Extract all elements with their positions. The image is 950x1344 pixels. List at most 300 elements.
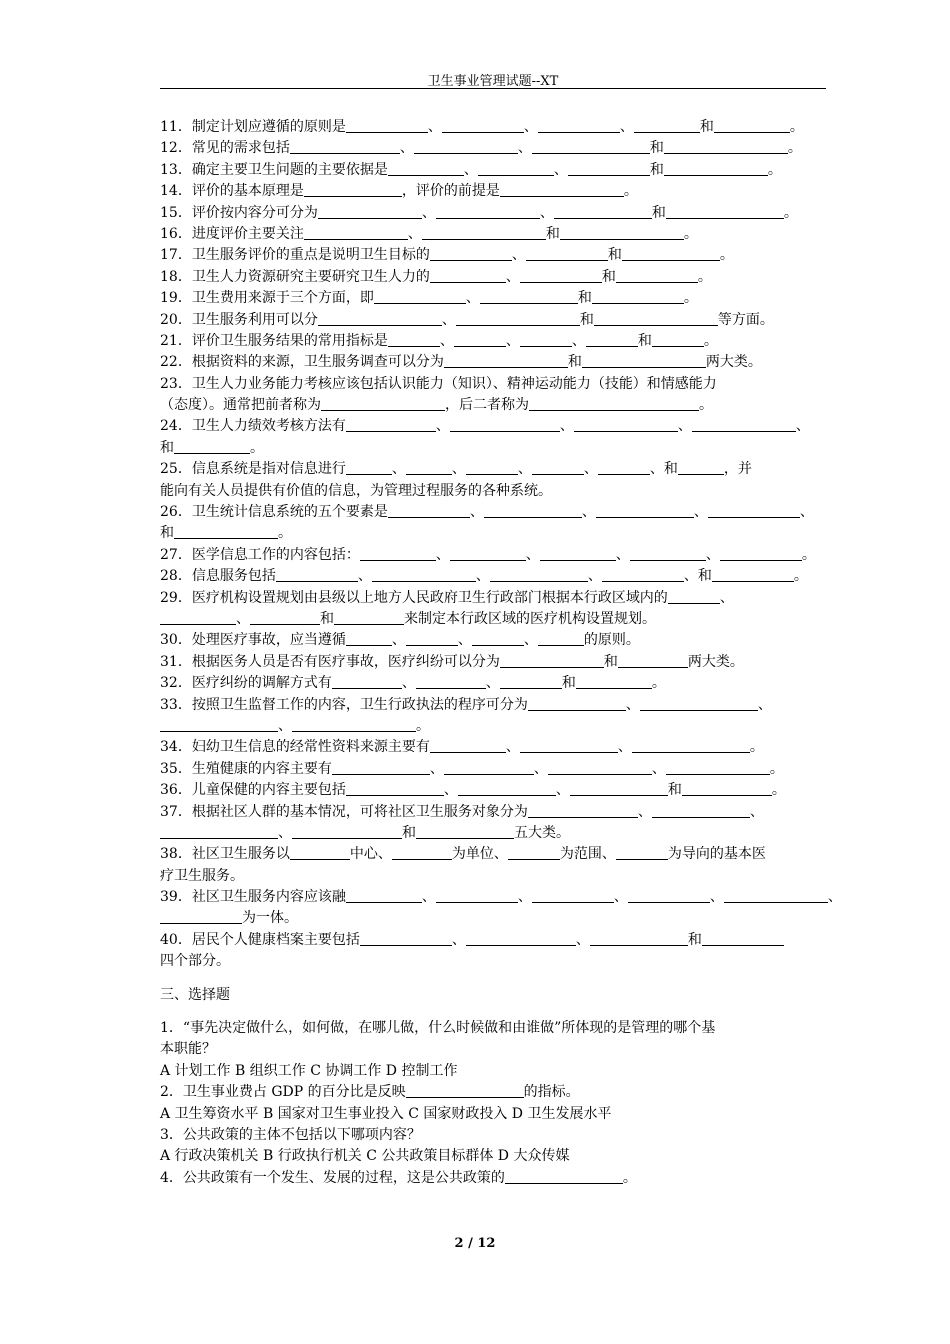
question-text: 。 <box>769 760 784 777</box>
question-text: ，评价的前提是 <box>401 183 500 200</box>
question-line <box>160 1061 826 1082</box>
question-text: 和 <box>577 290 592 307</box>
fill-line <box>160 438 826 459</box>
answer-blank[interactable] <box>500 182 624 197</box>
question-text: 。 <box>789 119 804 135</box>
question-text: 的指标。 <box>523 1084 580 1101</box>
fill-line <box>160 716 826 737</box>
answer-blank[interactable] <box>540 546 616 561</box>
question-text: 、 <box>236 610 250 627</box>
question-text: 、 <box>705 546 720 563</box>
answer-blank[interactable] <box>528 803 638 818</box>
question-text: 29．医疗机构设置规划由县级以上地方人民政府卫生行政部门根据本行政区域内的 <box>160 589 668 606</box>
answer-blank[interactable] <box>392 845 452 860</box>
question-text: 两大类。 <box>687 653 744 670</box>
answer-blank[interactable] <box>618 653 688 668</box>
answer-blank[interactable] <box>466 460 518 475</box>
answer-blank[interactable] <box>678 460 724 475</box>
question-text: 、 <box>357 568 372 585</box>
answer-blank[interactable] <box>318 204 422 219</box>
question-text: 能向有关人员提供有价值的信息，为管理过程服务的各种系统。 <box>160 482 552 499</box>
question-text: 、 <box>517 461 532 478</box>
answer-blank[interactable] <box>682 781 772 796</box>
answer-blank[interactable] <box>490 567 588 582</box>
question-text: 。 <box>622 1169 637 1186</box>
answer-blank[interactable] <box>388 161 464 176</box>
question-line <box>160 1039 826 1060</box>
question-text: 、 <box>443 782 458 799</box>
question-text: 和 <box>649 140 664 157</box>
question-text: 本职能？ <box>160 1041 216 1058</box>
question-text: 、 <box>827 889 842 906</box>
section-title: 三、选择题 <box>160 986 230 1003</box>
fill-line <box>160 545 826 566</box>
answer-blank[interactable] <box>436 888 518 903</box>
question-text: 、 <box>278 824 292 841</box>
answer-blank[interactable] <box>444 760 534 775</box>
answer-blank[interactable] <box>290 845 350 860</box>
fill-line <box>160 652 826 673</box>
question-text: 40．居民个人健康档案主要包括 <box>160 931 360 948</box>
question-line <box>160 1082 826 1103</box>
question-line <box>160 1018 826 1039</box>
answer-blank[interactable] <box>174 524 278 539</box>
header-rule <box>160 88 826 89</box>
question-text: 15．评价按内容分可分为 <box>160 204 318 221</box>
question-text: 12．常见的需求包括 <box>160 140 290 157</box>
answer-blank[interactable] <box>508 845 560 860</box>
question-text: 11．制定计划应遵循的原则是 <box>160 119 346 135</box>
answer-blank[interactable] <box>616 268 698 283</box>
question-text: 21．评价卫生服务结果的常用指标是 <box>160 332 388 349</box>
answer-blank[interactable] <box>416 674 486 689</box>
running-header: 卫生事业管理试题--XT <box>427 74 559 89</box>
question-text: 、 <box>553 161 568 178</box>
answer-blank[interactable] <box>532 888 614 903</box>
question-text: 、 <box>525 546 540 563</box>
question-text: （态度）。通常把前者称为 <box>160 397 321 414</box>
answer-blank[interactable] <box>500 653 604 668</box>
answer-blank[interactable] <box>520 738 618 753</box>
answer-blank[interactable] <box>560 225 684 240</box>
fill-line <box>160 759 826 780</box>
answer-blank[interactable] <box>570 781 668 796</box>
question-text: 、 <box>613 889 628 906</box>
question-text: 、 <box>391 632 406 649</box>
question-text: 39．社区卫生服务内容应该融 <box>160 889 346 906</box>
question-text: 、 <box>421 204 436 221</box>
question-text: 17．卫生服务评价的重点是说明卫生目标的 <box>160 247 430 264</box>
multiple-choice-questions <box>160 1018 826 1189</box>
answer-blank[interactable] <box>668 589 720 604</box>
answer-blank[interactable] <box>416 824 514 839</box>
answer-blank[interactable] <box>652 803 750 818</box>
question-text: 。 <box>278 525 292 542</box>
answer-blank[interactable] <box>532 460 584 475</box>
answer-blank[interactable] <box>630 546 706 561</box>
question-text: 。 <box>771 782 786 799</box>
question-text: ，并 <box>723 461 752 478</box>
question-text: 31．根据医务人员是否有医疗事故，医疗纠纷可以分为 <box>160 653 500 670</box>
answer-blank[interactable] <box>652 332 704 347</box>
question-text: 、 <box>278 717 292 734</box>
question-text: 28．信息服务包括 <box>160 568 276 585</box>
answer-blank[interactable] <box>458 781 556 796</box>
answer-blank[interactable] <box>160 610 236 625</box>
question-text: 疗卫生服务。 <box>160 867 244 884</box>
answer-blank[interactable] <box>466 931 576 946</box>
answer-blank[interactable] <box>664 161 768 176</box>
question-text: 。 <box>651 675 666 692</box>
fill-line <box>160 224 826 245</box>
answer-blank[interactable] <box>444 353 568 368</box>
answer-blank[interactable] <box>538 631 584 646</box>
question-text: 、 <box>451 931 466 948</box>
fill-line <box>160 481 826 502</box>
question-text: 。 <box>416 717 430 734</box>
answer-blank[interactable] <box>692 417 796 432</box>
question-text: 1．“事先决定做什么，如何做，在哪儿做，什么时候做和由谁做”所体现的是管理的哪个基 <box>160 1020 716 1037</box>
question-text: 、 <box>615 546 630 563</box>
answer-blank[interactable] <box>160 909 242 924</box>
answer-blank[interactable] <box>664 139 788 154</box>
question-text: 、 <box>617 739 632 756</box>
answer-blank[interactable] <box>388 332 440 347</box>
question-text: 。 <box>767 161 782 178</box>
question-text: 、 <box>571 332 586 349</box>
fill-line <box>160 160 826 181</box>
question-text: 中心、 <box>349 846 392 863</box>
question-text: 、 <box>749 803 764 820</box>
question-text: 。 <box>623 183 638 200</box>
question-line <box>160 1125 826 1146</box>
question-text: 。 <box>683 290 698 307</box>
question-text: 、 <box>517 889 532 906</box>
answer-blank[interactable] <box>592 289 684 304</box>
answer-blank[interactable] <box>406 460 452 475</box>
question-text: 和 <box>607 247 622 264</box>
answer-blank[interactable] <box>360 546 436 561</box>
answer-blank[interactable] <box>702 931 784 946</box>
answer-blank[interactable] <box>520 268 602 283</box>
question-text: 、 <box>465 290 480 307</box>
answer-blank[interactable] <box>450 417 560 432</box>
question-text: 、 <box>435 418 450 435</box>
question-text: 。 <box>719 247 734 264</box>
answer-blank[interactable] <box>478 161 554 176</box>
question-text: 、 <box>757 696 772 713</box>
fill-in-the-blank-questions <box>160 117 842 973</box>
fill-line <box>160 866 826 887</box>
answer-blank[interactable] <box>346 460 392 475</box>
question-text: 和 <box>567 354 582 371</box>
answer-blank[interactable] <box>598 460 650 475</box>
answer-blank[interactable] <box>708 503 800 518</box>
question-text: 。 <box>783 204 798 221</box>
question-text: 、 <box>581 504 596 521</box>
fill-line <box>160 588 826 609</box>
question-text: 的原则。 <box>583 632 640 649</box>
question-text: 和 <box>651 204 666 221</box>
question-text: 、 <box>401 675 416 692</box>
answer-blank[interactable] <box>586 332 638 347</box>
answer-blank[interactable] <box>414 139 518 154</box>
fill-line <box>160 695 826 716</box>
answer-blank[interactable] <box>500 674 562 689</box>
question-text: 4．公共政策有一个发生、发展的过程，这是公共政策的 <box>160 1169 505 1186</box>
question-text: 36．儿童保健的内容主要包括 <box>160 782 346 799</box>
fill-line <box>160 823 826 844</box>
question-text: 、 <box>523 632 538 649</box>
answer-blank[interactable] <box>714 118 790 133</box>
question-text: 。 <box>801 546 816 563</box>
question-text: 38．社区卫生服务以 <box>160 846 290 863</box>
question-text: 、 <box>391 461 406 478</box>
question-text: 、 <box>619 119 634 135</box>
fill-line <box>160 737 826 758</box>
question-line <box>160 1168 826 1189</box>
question-text: 27．医学信息工作的内容包括： <box>160 546 360 563</box>
answer-blank[interactable] <box>480 289 578 304</box>
answer-blank[interactable] <box>634 118 700 133</box>
fill-line <box>160 523 826 544</box>
answer-blank[interactable] <box>666 760 770 775</box>
answer-blank[interactable] <box>724 888 828 903</box>
answer-blank[interactable] <box>526 246 608 261</box>
question-text: 、 <box>505 268 520 285</box>
answer-blank[interactable] <box>590 931 688 946</box>
question-text: A 行政决策机关 B 行政执行机关 C 公共政策目标群体 D 大众传媒 <box>160 1148 570 1165</box>
answer-blank[interactable] <box>454 332 506 347</box>
answer-blank[interactable] <box>594 311 718 326</box>
question-text: 、 <box>485 675 500 692</box>
question-text: 、 <box>795 418 810 435</box>
answer-blank[interactable] <box>538 118 620 133</box>
question-text: 、 <box>637 803 652 820</box>
question-text: 25．信息系统是指对信息进行 <box>160 461 346 478</box>
question-text: 、 <box>421 889 436 906</box>
answer-blank[interactable] <box>532 139 650 154</box>
answer-blank[interactable] <box>596 503 694 518</box>
question-text: 、 <box>463 161 478 178</box>
answer-blank[interactable] <box>628 888 710 903</box>
answer-blank[interactable] <box>304 182 402 197</box>
answer-blank[interactable] <box>568 161 650 176</box>
question-text: 20．卫生服务利用可以分 <box>160 311 318 328</box>
question-text: 、 <box>451 461 466 478</box>
question-text: 37．根据社区人群的基本情况，可将社区卫生服务对象分为 <box>160 803 528 820</box>
question-text: 为单位、 <box>451 846 508 863</box>
fill-line <box>160 374 826 395</box>
question-text: 和 <box>402 824 416 841</box>
question-text: 2．卫生事业费占 GDP 的百分比是反映 <box>160 1084 406 1101</box>
question-text: 。 <box>703 332 718 349</box>
answer-blank[interactable] <box>292 824 402 839</box>
fill-line <box>160 609 826 630</box>
answer-blank[interactable] <box>436 204 540 219</box>
answer-blank[interactable] <box>332 760 430 775</box>
fill-line <box>160 352 826 373</box>
fill-line <box>160 908 826 929</box>
question-text: 、 <box>583 461 598 478</box>
question-text: 两大类。 <box>705 354 762 371</box>
answer-blank[interactable] <box>632 738 750 753</box>
answer-blank[interactable] <box>304 225 408 240</box>
question-text: 16．进度评价主要关注 <box>160 225 304 242</box>
question-text: 、 <box>523 119 538 135</box>
question-text: 、 <box>799 504 814 521</box>
question-text: 、 <box>555 782 570 799</box>
question-text: 、和 <box>649 461 678 478</box>
answer-blank[interactable] <box>442 118 524 133</box>
question-text: 、 <box>441 311 456 328</box>
answer-blank[interactable] <box>456 311 580 326</box>
question-text: 、 <box>559 418 574 435</box>
question-text: 和 <box>637 332 652 349</box>
question-text: 、 <box>429 760 444 777</box>
question-text: 、 <box>533 760 548 777</box>
answer-blank[interactable] <box>430 268 506 283</box>
answer-blank[interactable] <box>346 417 436 432</box>
answer-blank[interactable] <box>720 546 802 561</box>
answer-blank[interactable] <box>292 717 416 732</box>
question-text: 、 <box>677 418 692 435</box>
answer-blank[interactable] <box>505 1169 623 1184</box>
answer-blank[interactable] <box>422 225 546 240</box>
question-text: 26．卫生统计信息系统的五个要素是 <box>160 504 388 521</box>
question-text: 。 <box>787 140 802 157</box>
fill-line <box>160 310 826 331</box>
answer-blank[interactable] <box>528 696 626 711</box>
answer-blank[interactable] <box>406 631 458 646</box>
answer-blank[interactable] <box>616 845 668 860</box>
fill-line <box>160 951 826 972</box>
answer-blank[interactable] <box>529 396 699 411</box>
question-text: 、 <box>439 332 454 349</box>
question-text: 和 <box>601 268 616 285</box>
answer-blank[interactable] <box>602 567 684 582</box>
answer-blank[interactable] <box>430 738 506 753</box>
question-text: 、 <box>625 696 640 713</box>
question-text: 18．卫生人力资源研究主要研究卫生人力的 <box>160 268 430 285</box>
question-text: 和 <box>160 439 174 456</box>
answer-blank[interactable] <box>276 567 358 582</box>
answer-blank[interactable] <box>388 503 470 518</box>
answer-blank[interactable] <box>174 439 250 454</box>
answer-blank[interactable] <box>160 824 278 839</box>
answer-blank[interactable] <box>484 503 582 518</box>
question-text: 和 <box>687 931 702 948</box>
answer-blank[interactable] <box>576 674 652 689</box>
question-text: 23．卫生人力业务能力考核应该包括认识能力（知识）、精神运动能力（技能）和情感能力 <box>160 375 717 392</box>
answer-blank[interactable] <box>334 610 404 625</box>
question-text: 24．卫生人力绩效考核方法有 <box>160 418 346 435</box>
question-text: 、 <box>587 568 602 585</box>
fill-line <box>160 203 826 224</box>
answer-blank[interactable] <box>346 888 422 903</box>
fill-line <box>160 117 826 138</box>
fill-line <box>160 502 826 523</box>
question-text: 。 <box>697 268 712 285</box>
answer-blank[interactable] <box>321 396 445 411</box>
question-text: A 计划工作 B 组织工作 C 协调工作 D 控制工作 <box>160 1062 458 1079</box>
answer-blank[interactable] <box>582 353 706 368</box>
question-line <box>160 1146 826 1167</box>
answer-blank[interactable] <box>520 332 572 347</box>
question-text: 和 <box>667 782 682 799</box>
question-text: 30．处理医疗事故，应当遵循 <box>160 632 346 649</box>
answer-blank[interactable] <box>160 717 278 732</box>
fill-line <box>160 181 826 202</box>
question-text: 等方面。 <box>717 311 774 328</box>
question-text: 。 <box>793 568 808 585</box>
question-text: 、 <box>651 760 666 777</box>
answer-blank[interactable] <box>360 931 452 946</box>
question-text: 34．妇幼卫生信息的经常性资料来源主要有 <box>160 739 430 756</box>
question-text: 来制定本行政区域的医疗机构设置规划。 <box>404 610 656 627</box>
fill-line <box>160 887 842 908</box>
page-number: 2 / 12 <box>454 1236 496 1251</box>
answer-blank[interactable] <box>712 567 794 582</box>
answer-blank[interactable] <box>666 204 784 219</box>
question-text: 13．确定主要卫生问题的主要依据是 <box>160 161 388 178</box>
answer-blank[interactable] <box>346 631 392 646</box>
answer-blank[interactable] <box>450 546 526 561</box>
question-text: 35．生殖健康的内容主要有 <box>160 760 332 777</box>
answer-blank[interactable] <box>622 246 720 261</box>
fill-line <box>160 673 826 694</box>
answer-blank[interactable] <box>250 610 320 625</box>
answer-blank[interactable] <box>374 289 466 304</box>
document-body <box>160 117 842 1189</box>
question-text: 为导向的基本医 <box>667 846 766 863</box>
answer-blank[interactable] <box>554 204 652 219</box>
answer-blank[interactable] <box>346 118 428 133</box>
answer-blank[interactable] <box>548 760 652 775</box>
answer-blank[interactable] <box>290 139 400 154</box>
answer-blank[interactable] <box>430 246 512 261</box>
question-text: 和 <box>545 225 560 242</box>
answer-blank[interactable] <box>332 674 402 689</box>
answer-blank[interactable] <box>574 417 678 432</box>
question-text: 、 <box>517 140 532 157</box>
question-text: 、 <box>457 632 472 649</box>
question-text: 、 <box>399 140 414 157</box>
question-text: 、 <box>575 931 590 948</box>
question-text: 为一体。 <box>242 910 298 927</box>
answer-blank[interactable] <box>472 631 524 646</box>
answer-blank[interactable] <box>372 567 476 582</box>
answer-blank[interactable] <box>318 311 442 326</box>
question-text: 、 <box>407 225 422 242</box>
answer-blank[interactable] <box>640 696 758 711</box>
answer-blank[interactable] <box>406 1083 524 1098</box>
question-text: 四个部分。 <box>160 953 230 970</box>
fill-line <box>160 395 826 416</box>
question-text: 32．医疗纠纷的调解方式有 <box>160 675 332 692</box>
question-text: 和 <box>579 311 594 328</box>
question-text: 、 <box>511 247 526 264</box>
fill-line <box>160 288 826 309</box>
answer-blank[interactable] <box>346 781 444 796</box>
fill-line <box>160 245 826 266</box>
question-text: 和 <box>649 161 664 178</box>
question-line <box>160 1104 826 1125</box>
question-text: 、 <box>469 504 484 521</box>
fill-line <box>160 802 826 823</box>
fill-line <box>160 566 826 587</box>
question-text: 、 <box>435 546 450 563</box>
